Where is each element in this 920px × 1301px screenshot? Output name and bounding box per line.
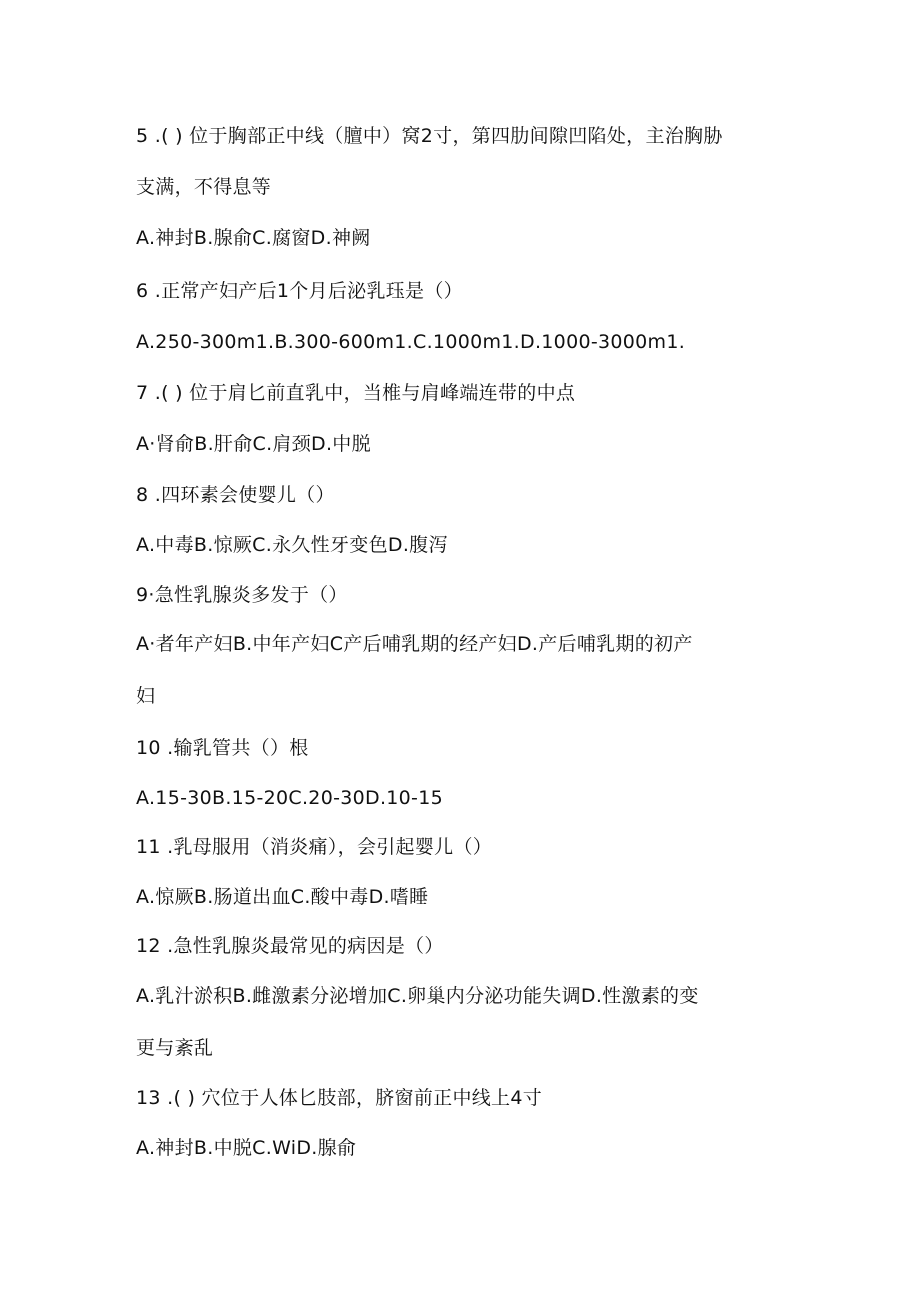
question-11-options: A.惊厥B.肠道出血C.酸中毒D.嗜睡 — [136, 886, 429, 908]
question-8-text: 8 .四环素会使婴儿（） — [136, 484, 335, 506]
question-12-options: A.乳汁淤积B.雌激素分泌增加C.卵巢内分泌功能失调D.性激素的变 — [136, 985, 699, 1007]
question-7-text: 7 .( ) 位于肩匕前直乳中，当椎与肩峰端连带的中点 — [136, 382, 576, 404]
question-7-options: A·肾俞B.肝俞C.肩颈D.中脱 — [136, 433, 371, 455]
question-11-text: 11 .乳母服用（消炎痛），会引起婴儿（） — [136, 836, 493, 858]
question-8-options: A.中毒B.惊厥C.永久性牙变色D.腹泻 — [136, 534, 448, 556]
question-9-text: 9·急性乳腺炎多发于（） — [136, 584, 348, 606]
question-10-text: 10 .输乳管共（）根 — [136, 737, 309, 759]
question-12-options-continued: 更与紊乱 — [136, 1037, 214, 1059]
question-5-options: A.神封B.腺俞C.腐窗D.神阙 — [136, 227, 371, 249]
question-5-text-continued: 支满，不得息等 — [136, 176, 272, 198]
question-9-options: A·者年产妇B.中年产妇C产后哺乳期的经产妇D.产后哺乳期的初产 — [136, 633, 693, 655]
question-12-text: 12 .急性乳腺炎最常见的病因是（） — [136, 935, 444, 957]
question-6-options: A.250-300m1.B.300-600m1.C.1000m1.D.1000-3000m1. — [136, 331, 686, 353]
question-13-options: A.神封B.中脱C.WiD.腺俞 — [136, 1137, 357, 1159]
question-13-text: 13 .( ) 穴位于人体匕肢部，脐窗前正中线上4寸 — [136, 1087, 543, 1109]
question-6-text: 6 .正常产妇产后1个月后泌乳珏是（） — [136, 280, 463, 302]
question-10-options: A.15-30B.15-20C.20-30D.10-15 — [136, 787, 443, 809]
question-9-options-continued: 妇 — [136, 685, 156, 707]
question-5-text: 5 .( ) 位于胸部正中线（膻中）窝2寸，第四肋间隙凹陷处，主治胸胁 — [136, 125, 723, 147]
